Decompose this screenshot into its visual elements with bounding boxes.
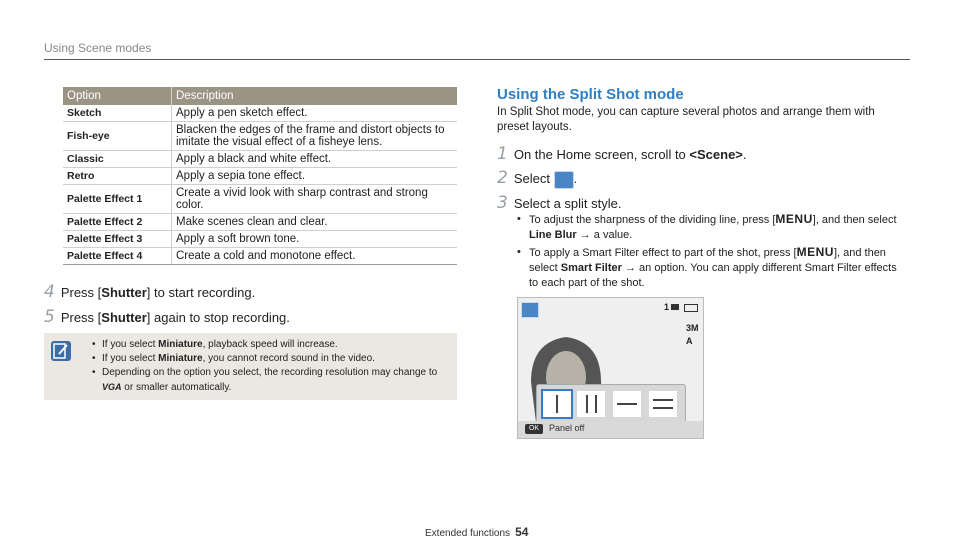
section-title: Using the Split Shot mode: [497, 86, 684, 103]
step-number: 1: [497, 144, 508, 164]
table-row: [63, 231, 457, 248]
ok-button-icon: OK: [525, 424, 543, 434]
camera-screen: [517, 297, 704, 439]
option-description: Apply a pen sketch effect.: [172, 105, 458, 122]
step-text: Press [: [60, 310, 102, 325]
table-header-row: [63, 87, 457, 105]
options-table: [63, 87, 457, 265]
table-row: [63, 248, 457, 265]
footer-label: Extended functions: [425, 528, 511, 539]
note-box: [44, 333, 457, 400]
split-style-3-vertical[interactable]: [577, 391, 605, 417]
flash-icon: A: [686, 336, 693, 346]
option-description: Apply a sepia tone effect.: [172, 168, 458, 185]
bullet-list: [517, 212, 902, 293]
table-header-description: Description: [172, 87, 458, 105]
option-description: Make scenes clean and clear.: [172, 214, 458, 231]
step-4: [44, 282, 255, 302]
split-style-2-vertical[interactable]: [541, 389, 573, 419]
split-shot-mode-icon: [521, 302, 539, 318]
split-shot-icon: [554, 171, 574, 189]
split-style-tray: [536, 384, 686, 424]
bullet-item: • To apply a Smart Filter effect to part of the shot, press [MENU], and then select Smart Filter → an option. You can apply different Smart Filter effects to each part of the shot.: [517, 245, 902, 291]
battery-icon: [684, 304, 698, 312]
menu-icon: MENU: [775, 212, 813, 226]
step-text: Press [: [60, 285, 102, 300]
screen-bottom-bar: [518, 421, 703, 438]
note-item: • Depending on the option you select, the recording resolution may change to VGA or smaller automatically.: [92, 366, 452, 395]
table-body: [63, 105, 457, 265]
step-5: [44, 307, 290, 327]
option-name: Retro: [63, 168, 172, 185]
table-row: [63, 105, 457, 122]
option-name: Sketch: [63, 105, 172, 122]
note-icon: [51, 341, 71, 361]
table-row: [63, 185, 457, 214]
step-text: ] again to stop recording.: [146, 310, 290, 325]
table-row: [63, 151, 457, 168]
section-intro: In Split Shot mode, you can capture several photos and arrange them with preset layouts.: [497, 106, 875, 133]
step-text: ] to start recording.: [146, 285, 256, 300]
option-name: Palette Effect 1: [63, 185, 172, 214]
step-number: 3: [497, 193, 508, 213]
option-name: Fish-eye: [63, 122, 172, 151]
step-number: 2: [497, 168, 508, 188]
header-rule: [44, 59, 910, 60]
menu-icon: MENU: [796, 245, 834, 259]
option-name: Palette Effect 2: [63, 214, 172, 231]
footer: [425, 525, 528, 539]
option-name: Classic: [63, 151, 172, 168]
option-name: Palette Effect 3: [63, 231, 172, 248]
table-header-option: Option: [63, 87, 172, 105]
shot-count: 1: [664, 302, 670, 312]
panel-off-label: Panel off: [549, 423, 585, 433]
bullet-item: • To adjust the sharpness of the dividing line, press [MENU], and then select Line Blur → a value.: [517, 212, 902, 243]
shutter-label: Shutter: [101, 285, 147, 300]
table-row: [63, 168, 457, 185]
option-description: Apply a soft brown tone.: [172, 231, 458, 248]
step-2: 2 Select .: [497, 168, 578, 188]
photo-size-icon: 3M: [686, 323, 699, 333]
step-3: 3 Select a split style.: [497, 193, 622, 213]
note-item: • If you select Miniature, you cannot record sound in the video.: [92, 352, 452, 366]
option-description: Blacken the edges of the frame and distort objects to imitate the visual effect of a fisheye lens.: [172, 122, 458, 151]
step-1: 1 On the Home screen, scroll to <Scene>.: [497, 144, 747, 164]
note-item: • If you select Miniature, playback speed will increase.: [92, 338, 452, 352]
step-number: 5: [44, 307, 55, 327]
option-description: Create a cold and monotone effect.: [172, 248, 458, 265]
option-description: Create a vivid look with sharp contrast and strong color.: [172, 185, 458, 214]
shutter-label: Shutter: [101, 310, 147, 325]
vga-icon: VGA: [102, 382, 122, 392]
split-style-2-horizontal[interactable]: [613, 391, 641, 417]
table-row: [63, 122, 457, 151]
page-number: 54: [515, 525, 529, 539]
step-number: 4: [44, 282, 55, 302]
header-title: Using Scene modes: [44, 41, 152, 55]
split-style-3-horizontal[interactable]: [649, 391, 677, 417]
option-name: Palette Effect 4: [63, 248, 172, 265]
option-description: Apply a black and white effect.: [172, 151, 458, 168]
table-row: [63, 214, 457, 231]
memory-card-icon: [671, 304, 679, 310]
